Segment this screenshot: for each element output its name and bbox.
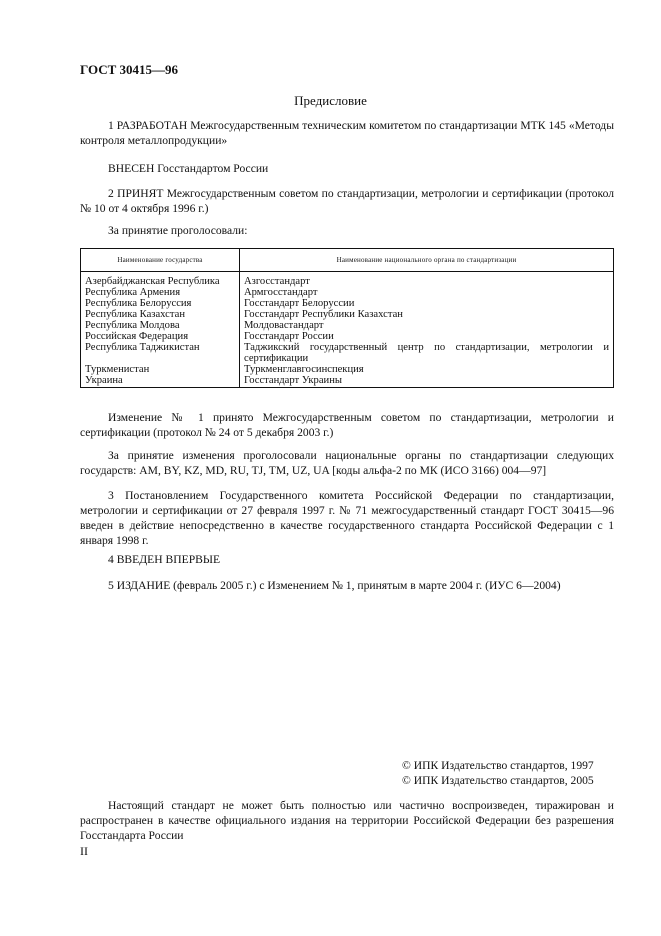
paragraph-amendment-voters: За принятие изменения проголосовали национальные органы по стандартизации следующих государств: AM, BY, KZ, MD, RU, TJ, TM, UZ, UA [коды альфа-2 по МК (ИСО 3166) 004—97]	[80, 449, 614, 477]
body-cell: Госстандарт Республики Казахстан	[240, 309, 614, 320]
body-cell: Армгосстандарт	[240, 287, 614, 298]
table-header-state: Наименование государства	[81, 249, 240, 272]
state-cell: Украина	[81, 375, 240, 388]
table-row	[81, 287, 614, 298]
document-number: ГОСТ 30415—96	[80, 62, 179, 77]
table-row	[81, 364, 614, 375]
body-cell: Госстандарт Белоруссии	[240, 298, 614, 309]
state-cell: Туркменистан	[81, 364, 240, 375]
table-header-body: Наименование национального органа по стандартизации	[240, 249, 614, 272]
table-row	[81, 342, 614, 364]
state-cell: Республика Таджикистан	[81, 342, 240, 364]
reproduction-notice: Настоящий стандарт не может быть полностью или частично воспроизведен, тиражирован и распространен в качестве официального издания на территории Российской Федерации без разрешения Госстандарта России	[80, 799, 614, 842]
body-cell: Госстандарт Украины	[240, 375, 614, 388]
paragraph-voted-for: За принятие проголосовали:	[108, 224, 248, 237]
voting-table	[80, 248, 614, 388]
state-cell: Азербайджанская Республика	[81, 272, 240, 288]
body-cell: Азгосстандарт	[240, 272, 614, 288]
table-row	[81, 272, 614, 288]
state-cell: Республика Молдова	[81, 320, 240, 331]
section-title: Предисловие	[294, 93, 367, 108]
copyright-line-2005: © ИПК Издательство стандартов, 2005	[402, 774, 594, 787]
copyright-line-1997: © ИПК Издательство стандартов, 1997	[402, 759, 594, 772]
state-cell: Республика Казахстан	[81, 309, 240, 320]
table-row	[81, 320, 614, 331]
paragraph-resolution: 3 Постановлением Государственного комитета Российской Федерации по стандартизации, метрологии и сертификации от 27 февраля 1997 г. № 71 межгосударственный стандарт ГОСТ 30415—96 введен в действие непосредственно в качестве государственного стандарта Российской Федерации с 1 января 1998 г.	[80, 489, 614, 547]
state-cell: Республика Армения	[81, 287, 240, 298]
paragraph-adopted: 2 ПРИНЯТ Межгосударственным советом по стандартизации, метрологии и сертификации (протокол № 10 от 4 октября 1996 г.)	[80, 187, 614, 215]
paragraph-first-introduced: 4 ВВЕДЕН ВПЕРВЫЕ	[108, 553, 221, 566]
table-row	[81, 331, 614, 342]
body-cell: Госстандарт России	[240, 331, 614, 342]
body-cell: Таджикский государственный центр по стандартизации, метрологии и сертификации	[240, 342, 614, 364]
paragraph-edition: 5 ИЗДАНИЕ (февраль 2005 г.) с Изменением № 1, принятым в марте 2004 г. (ИУС 6—2004)	[108, 579, 561, 592]
state-cell: Республика Белоруссия	[81, 298, 240, 309]
paragraph-introduced-by: ВНЕСЕН Госстандартом России	[108, 162, 269, 175]
table-row	[81, 298, 614, 309]
body-cell: Молдовастандарт	[240, 320, 614, 331]
page-number: II	[80, 844, 88, 858]
state-cell: Российская Федерация	[81, 331, 240, 342]
body-cell: Туркменглавгосинспекция	[240, 364, 614, 375]
paragraph-developed-by: 1 РАЗРАБОТАН Межгосударственным техническим комитетом по стандартизации МТК 145 «Методы контроля металлопродукции»	[80, 119, 614, 147]
paragraph-amendment: Изменение № 1 принято Межгосударственным советом по стандартизации, метрологии и сертификации (протокол № 24 от 5 декабря 2003 г.)	[80, 411, 614, 439]
table-row	[81, 375, 614, 388]
table-row	[81, 309, 614, 320]
